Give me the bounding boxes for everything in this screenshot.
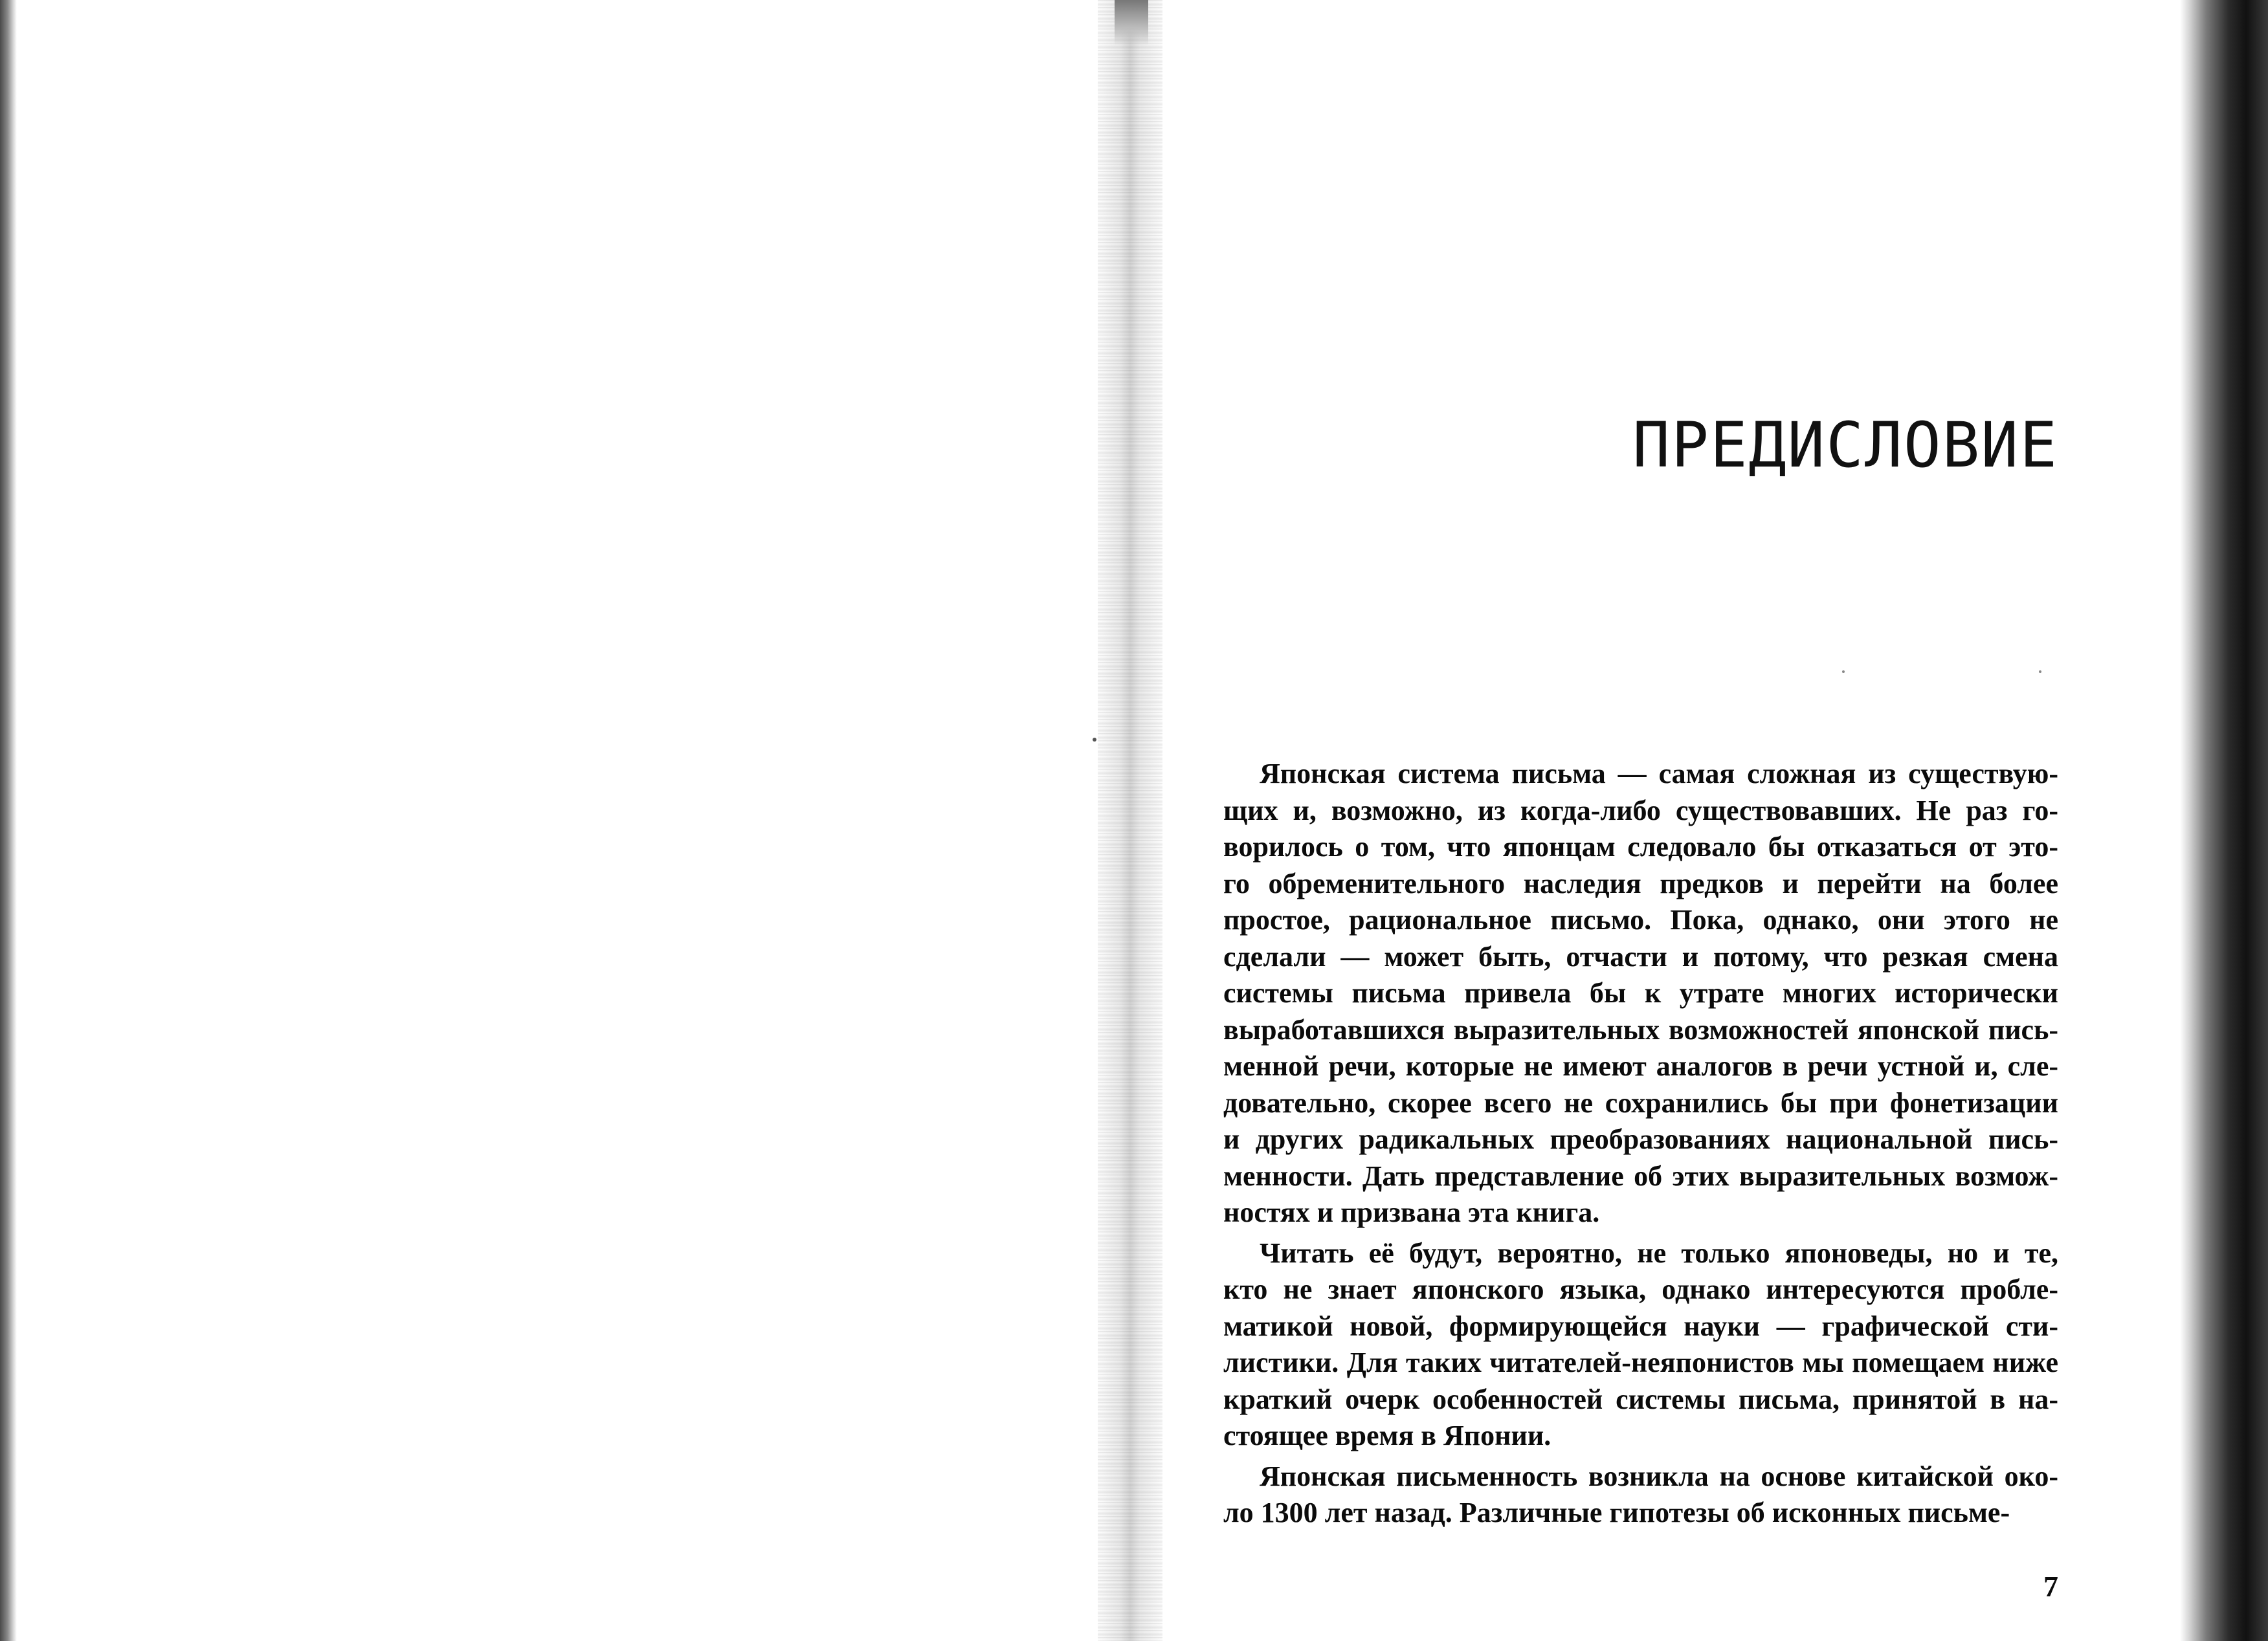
text-line: матикой новой, формирующейся науки — графической сти- bbox=[1223, 1310, 2058, 1342]
left-page-blank bbox=[17, 0, 1098, 1641]
dust-speck bbox=[2039, 670, 2041, 673]
text-line: Японская система письма — самая сложная из существую- bbox=[1260, 758, 2058, 789]
text-line: щих и, возможно, из когда-либо существовавших. Не раз го- bbox=[1223, 794, 2058, 826]
text-line: кто не знает японского языка, однако интересуются пробле- bbox=[1223, 1273, 2058, 1305]
scanner-left-edge bbox=[0, 0, 17, 1641]
dust-speck bbox=[1842, 670, 1845, 673]
text-line: ностях и призвана эта книга. bbox=[1223, 1196, 1600, 1228]
scanner-right-edge bbox=[2180, 0, 2268, 1641]
text-line: го обременительного наследия предков и перейти на более bbox=[1223, 867, 2058, 899]
text-line: краткий очерк особенностей системы письма, принятой в на- bbox=[1223, 1383, 2058, 1415]
text-line: выработавшихся выразительных возможностей японской пись- bbox=[1223, 1013, 2058, 1046]
paragraph bbox=[1223, 1459, 2058, 1532]
page-number: 7 bbox=[2043, 1570, 2058, 1603]
gutter-shadow bbox=[1115, 0, 1148, 45]
text-line: довательно, скорее всего не сохранились бы при фонетизации bbox=[1223, 1086, 2058, 1119]
text-line: Японская письменность возникла на основе китайской око- bbox=[1260, 1460, 2058, 1492]
text-line: ворилось о том, что японцам следовало бы отказаться от это- bbox=[1223, 831, 2058, 863]
book-gutter bbox=[1098, 0, 1162, 1641]
text-line: и других радикальных преобразованиях национальной пись- bbox=[1223, 1123, 2058, 1155]
paragraph bbox=[1223, 756, 2058, 1231]
text-line: системы письма привела бы к утрате многих исторически bbox=[1223, 977, 2058, 1009]
text-line: ло 1300 лет назад. Различные гипотезы об исконных письме- bbox=[1223, 1497, 2010, 1528]
text-line: сделали — может быть, отчасти и потому, что резкая смена bbox=[1223, 940, 2058, 973]
chapter-heading: ПРЕДИСЛОВИЕ bbox=[1632, 409, 2058, 481]
text-line: стоящее время в Японии. bbox=[1223, 1420, 1551, 1451]
dust-speck bbox=[1093, 738, 1096, 742]
text-line: простое, рациональное письмо. Пока, однако, они этого не bbox=[1223, 904, 2058, 936]
text-line: менной речи, которые не имеют аналогов в речи устной и, сле- bbox=[1223, 1050, 2058, 1082]
preface-body bbox=[1223, 756, 2058, 1536]
paragraph bbox=[1223, 1235, 2058, 1455]
text-line: Читать её будут, вероятно, не только японоведы, но и те, bbox=[1260, 1237, 2058, 1269]
text-line: менности. Дать представление об этих выразительных возмож- bbox=[1223, 1160, 2058, 1192]
text-line: листики. Для таких читателей-неяпонистов мы помещаем ниже bbox=[1223, 1347, 2058, 1378]
